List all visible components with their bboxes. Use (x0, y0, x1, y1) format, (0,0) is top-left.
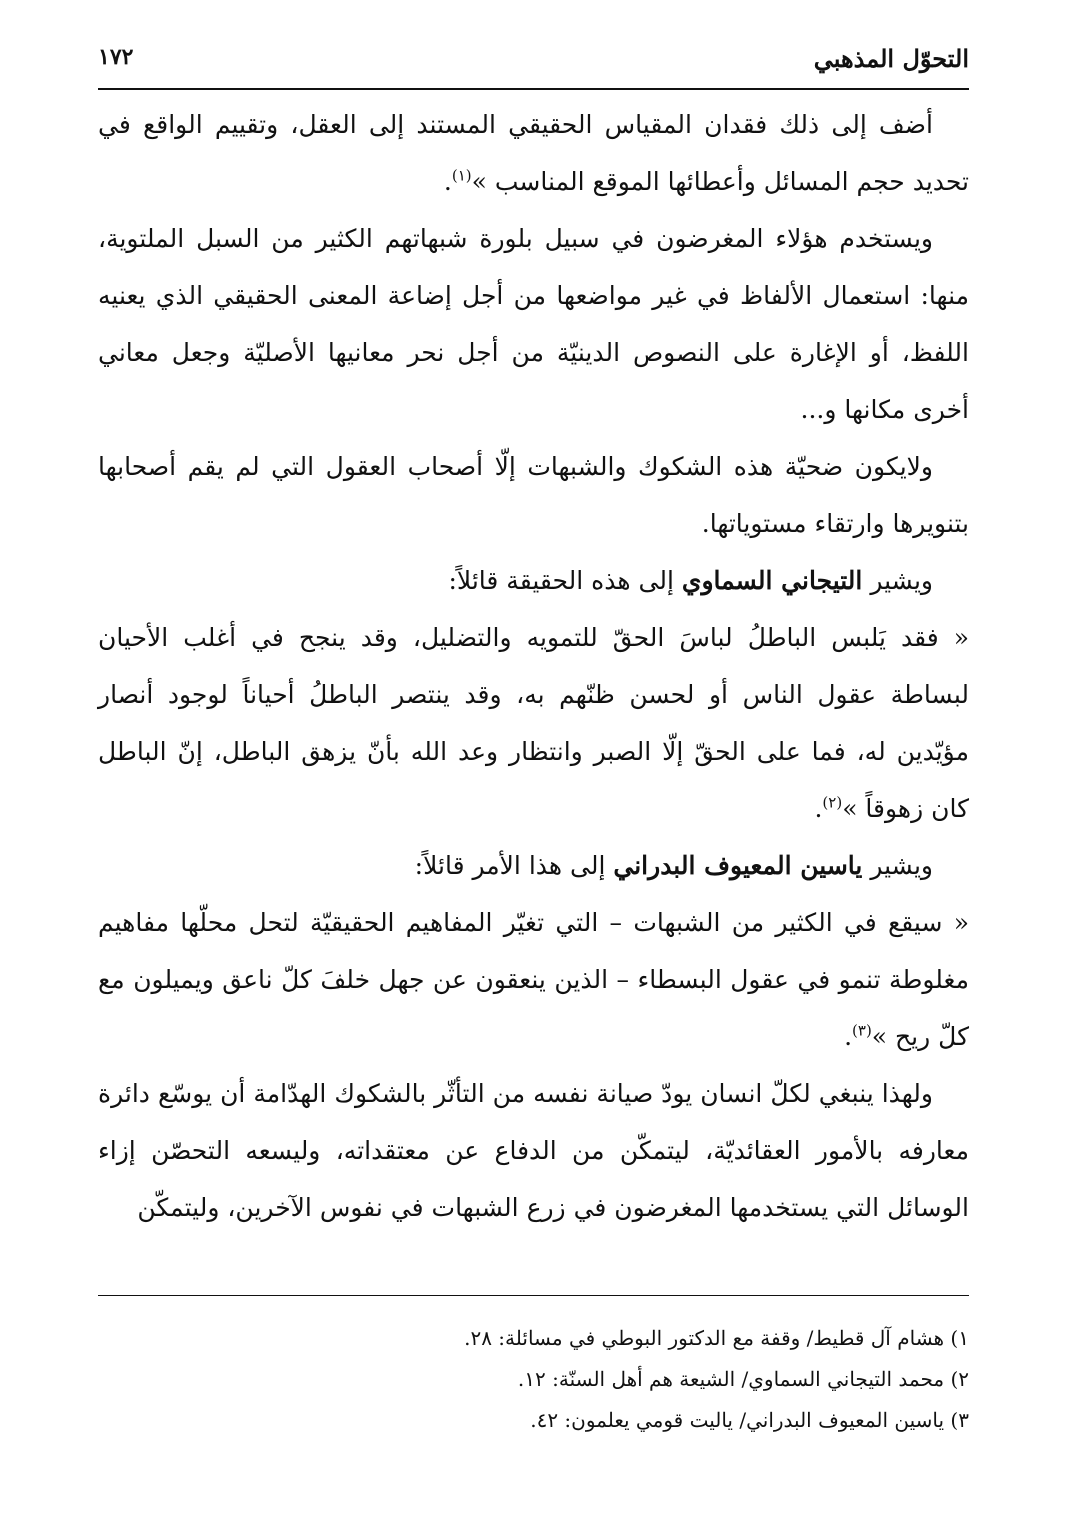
quotation-2-text: « سيقع في الكثير من الشبهات – التي تغيّر المفاهيم الحقيقيّة لتحل محلّها مفاهيم مغلوطة تنمو في عقول البسطاء – الذين ينعقون عن جهل خلفَ كلّ ناعق ويميلون مع كلّ ريح » (98, 908, 969, 1051)
footnote-ref-2: (٢) (822, 793, 843, 812)
body-text (98, 96, 969, 1236)
quotation-1-end: . (814, 794, 823, 823)
paragraph-4 (98, 552, 969, 609)
paragraph-1-text: أضف إلى ذلك فقدان المقياس الحقيقي المستند إلى العقل، وتقييم الواقع في تحديد حجم المسائل وأعطائها الموقع المناسب » (98, 110, 969, 196)
footnote-3: ٣) ياسين المعيوف البدراني/ ياليت قومي يعلمون: ٤٢. (530, 1408, 969, 1432)
quotation-2-end: . (844, 1022, 853, 1051)
paragraph-5-after: إلى هذا الأمر قائلاً: (414, 851, 614, 880)
paragraph-6: ولهذا ينبغي لكلّ انسان يودّ صيانة نفسه من التأثّر بالشكوك الهدّامة أن يوسّع دائرة معارفه بالأمور العقائديّة، ليتمكّن من الدفاع عن معتقداته، وليسعه التحصّن إزاء الوسائل التي يستخدمها المغرضون في زرع الشبهات في نفوس الآخرين، وليتمكّن (98, 1079, 969, 1222)
footnote-1: ١) هشام آل قطيط/ وقفة مع الدكتور البوطي في مسائلة: ٢٨. (464, 1326, 969, 1350)
paragraph-3: ولايكون ضحيّة هذه الشكوك والشبهات إلّا أصحاب العقول التي لم يقم أصحابها بتنويرها وارتقاء مستوياتها. (98, 452, 969, 538)
quotation-1-text: « فقد يَلبس الباطلُ لباسَ الحقّ للتمويه والتضليل، وقد ينجح في أغلب الأحيان لبساطة عقول الناس أو لحسن ظنّهم به، وقد ينتصر الباطلُ أحياناً لوجود أنصار مؤيّدين له، فما على الحقّ إلّا الصبر وانتظار وعد الله بأنّ يزهق الباطل، إنّ الباطل كان زهوقاً » (98, 623, 969, 823)
paragraph-1-end: . (443, 167, 452, 196)
paragraph-1 (98, 96, 969, 210)
page-number: ١٧٢ (98, 44, 134, 70)
quotation-2 (98, 894, 969, 1065)
quoted-author-1: التيجاني السماوي (681, 566, 863, 595)
footnote-ref-1: (١) (451, 166, 472, 185)
footnote-2: ٢) محمد التيجاني السماوي/ الشيعة هم أهل السنّة: ١٢. (517, 1367, 969, 1391)
footnote-separator (98, 1295, 969, 1296)
quoted-author-2: ياسين المعيوف البدراني (613, 851, 863, 880)
footnote-ref-3: (٣) (852, 1021, 872, 1040)
paragraph-4-after: إلى هذه الحقيقة قائلاً: (448, 566, 682, 595)
quotation-1 (98, 609, 969, 837)
page-header (98, 40, 969, 90)
paragraph-4-before: ويشير (862, 566, 933, 595)
paragraph-5 (98, 837, 969, 894)
paragraph-5-before: ويشير (862, 851, 933, 880)
running-title: التحوّل المذهبي (813, 44, 969, 73)
paragraph-2: ويستخدم هؤلاء المغرضون في سبيل بلورة شبهاتهم الكثير من السبل الملتوية، منها: استعمال الألفاظ في غير مواضعها من أجل إضاعة المعنى الحقيقي الذي يعنيه اللفظ، أو الإغارة على النصوص الدينيّة من أجل نحر معانيها الأصليّة وجعل معاني أخرى مكانها و... (98, 224, 969, 424)
footnotes (98, 1318, 969, 1441)
